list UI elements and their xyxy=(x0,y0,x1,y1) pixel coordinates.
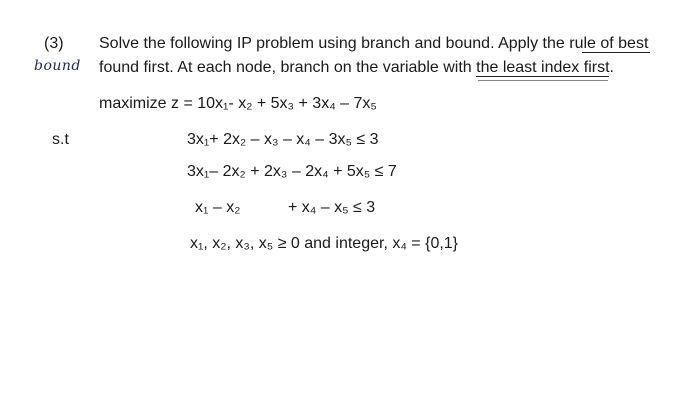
underline-least-index xyxy=(476,76,609,77)
constraint-1: 3x₁+ 2x₂ – x₃ – x₄ – 3x₅ ≤ 3 xyxy=(187,131,379,148)
constraint-3-left: x₁ – x₂ xyxy=(195,199,241,216)
constraint-3-right: + x₄ – x₅ ≤ 3 xyxy=(288,199,376,216)
underline-least-index-2 xyxy=(478,80,608,81)
objective-function: maximize z = 10x₁- x₂ + 5x₃ + 3x₄ – 7x₅ xyxy=(99,95,377,112)
subject-to-label: s.t xyxy=(52,131,69,148)
variable-domain: x₁, x₂, x₃, x₅ ≥ 0 and integer, x₄ = {0,1} xyxy=(190,235,459,252)
handwritten-note: bound xyxy=(34,58,81,74)
problem-number: (3) xyxy=(44,35,64,52)
underline-best xyxy=(582,52,650,53)
problem-statement-line1: Solve the following IP problem using branch and bound. Apply the rule of best xyxy=(99,35,649,52)
constraint-2: 3x₁– 2x₂ + 2x₃ – 2x₄ + 5x₅ ≤ 7 xyxy=(187,163,397,180)
problem-statement-line2: found first. At each node, branch on the variable with the least index first. xyxy=(99,59,614,76)
